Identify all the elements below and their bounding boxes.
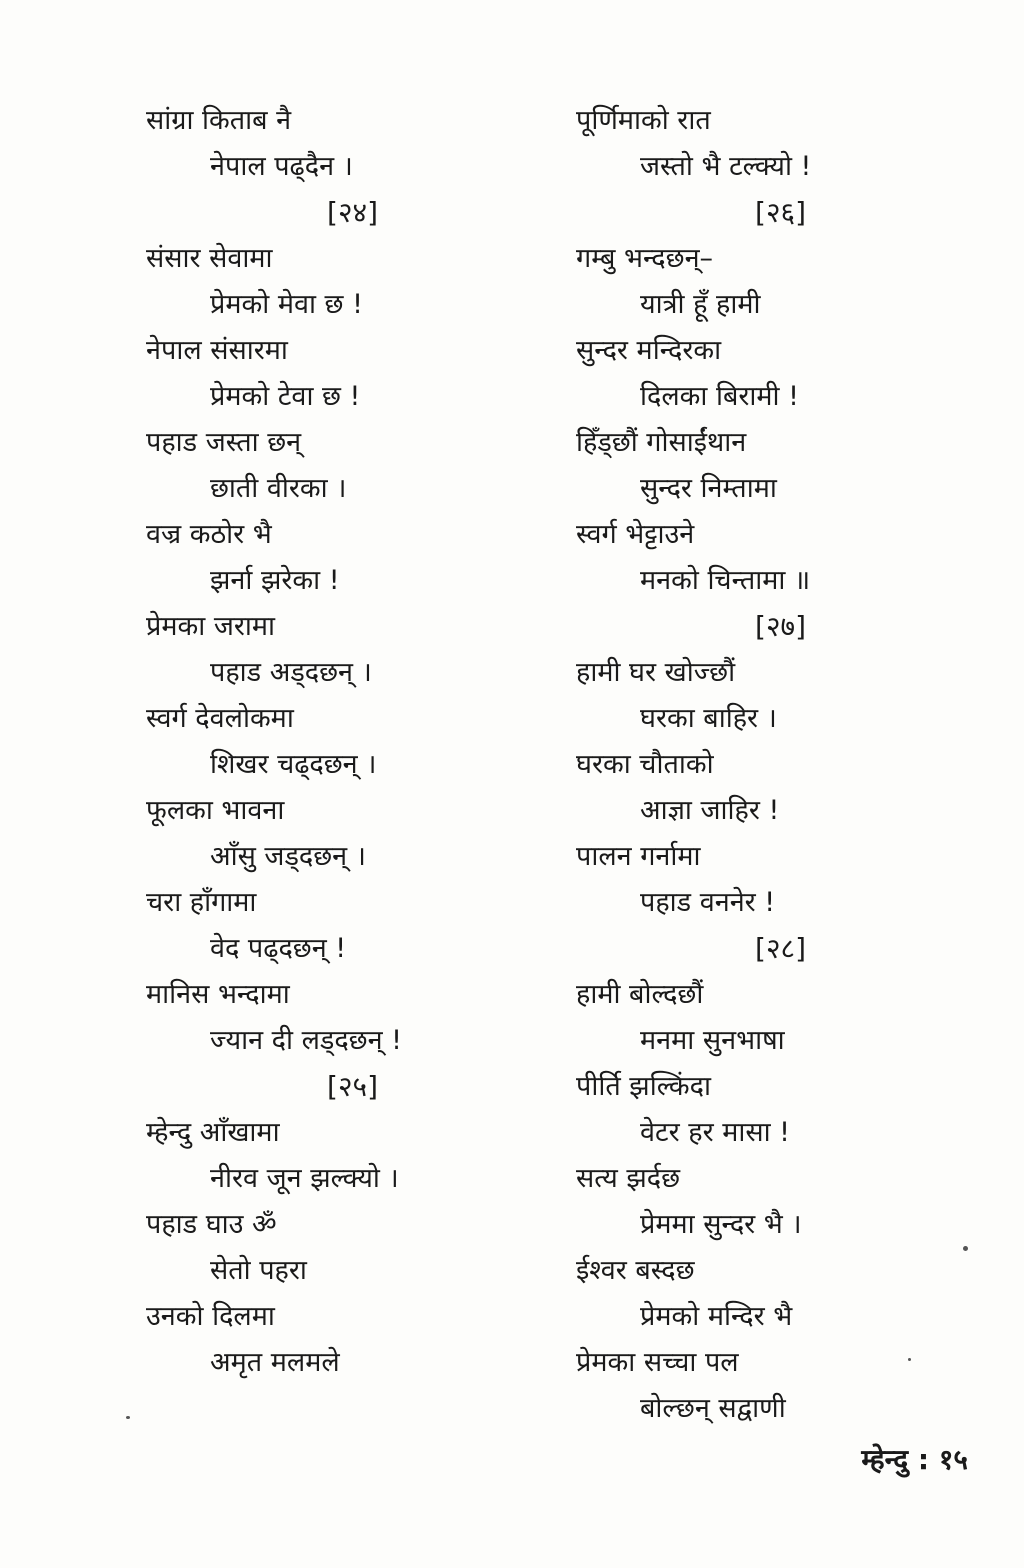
poem-line: फूलका भावना [146, 795, 285, 826]
poem-line: ईश्वर बस्दछ [576, 1255, 695, 1286]
poem-line: प्रेमको मेवा छ ! [210, 289, 363, 320]
poem-line: प्रेमका जरामा [146, 611, 276, 642]
poem-line: पूर्णिमाको रात [576, 105, 711, 136]
stanza-number: [२४] [327, 196, 378, 229]
poem-line: नेपाल संसारमा [146, 335, 288, 366]
poem-line: शिखर चढ्दछन् । [210, 749, 377, 780]
poem-line: मानिस भन्दामा [146, 979, 290, 1010]
poem-line: सुन्दर मन्दिरका [576, 335, 722, 366]
poem-line: यात्री हूँ हामी [640, 289, 761, 320]
poem-line: स्वर्ग देवलोकमा [146, 703, 294, 734]
poem-line: हामी बोल्दछौं [576, 979, 704, 1010]
right-poem-column [576, 98, 936, 1432]
poem-line: नीरव जून झल्क्यो । [210, 1163, 399, 1194]
poem-line: मनको चिन्तामा ॥ [640, 565, 811, 596]
print-speck [908, 1358, 911, 1361]
poem-line: झर्ना झरेका ! [210, 565, 340, 596]
poem-line: सांग्रा किताब नै [146, 105, 292, 136]
poem-line: सेतो पहरा [210, 1255, 307, 1286]
poem-line: हिँड्छौं गोसाईंथान [576, 427, 747, 458]
poem-line: आँसु जड्दछन् । [210, 841, 366, 872]
poem-line: पहाड वननेर ! [640, 887, 776, 918]
poem-line: नेपाल पढ्दैन । [210, 151, 353, 182]
poem-line: पालन गर्नामा [576, 841, 701, 872]
stanza-number: [२८] [755, 932, 806, 965]
poem-line: छाती वीरका । [210, 473, 347, 504]
poem-line: आज्ञा जाहिर ! [640, 795, 780, 826]
poem-line: पहाड अड्दछन् । [210, 657, 372, 688]
poem-line: वेद पढ्दछन् ! [210, 933, 347, 964]
stanza-number: [२७] [755, 610, 806, 643]
poem-line: मनमा सुनभाषा [640, 1025, 785, 1056]
poem-line: म्हेन्दु आँखामा [146, 1117, 280, 1148]
poem-line: प्रेमको टेवा छ ! [210, 381, 361, 412]
poem-line: अमृत मलमले [210, 1347, 340, 1378]
poem-line: सत्य झर्दछ [576, 1163, 681, 1194]
poem-line: वेटर हर मासा ! [640, 1117, 790, 1148]
poem-line: ज्यान दी लड्दछन् ! [210, 1025, 402, 1056]
print-speck [963, 1246, 968, 1251]
poem-line: प्रेममा सुन्दर भै । [640, 1209, 802, 1240]
poem-line: प्रेमको मन्दिर भै [640, 1301, 793, 1332]
poem-line: पहाड जस्ता छन् [146, 427, 302, 458]
poem-line: घरका चौताको [576, 749, 714, 780]
poem-line: जस्तो भै टल्क्यो ! [640, 151, 812, 182]
poem-line: पहाड घाउ ॐ [146, 1209, 277, 1240]
poem-line: संसार सेवामा [146, 243, 273, 274]
poem-line: हामी घर खोज्छौं [576, 657, 736, 688]
stanza-number: [२६] [755, 196, 806, 229]
left-poem-column [146, 98, 526, 1386]
poem-line: दिलका बिरामी ! [640, 381, 799, 412]
poem-line: प्रेमका सच्चा पल [576, 1347, 739, 1378]
stanza-number: [२५] [327, 1070, 378, 1103]
poem-line: सुन्दर निम्तामा [640, 473, 777, 504]
poem-line: बोल्छन् सद्वाणी [640, 1393, 786, 1424]
poem-line: घरका बाहिर । [640, 703, 777, 734]
poem-line: पीर्ति झल्किंदा [576, 1071, 711, 1102]
page-footer: म्हेन्दु : १५ [861, 1443, 968, 1476]
poem-line: चरा हाँगामा [146, 887, 257, 918]
print-speck [126, 1416, 130, 1419]
poem-line: गम्बु भन्दछन्– [576, 243, 714, 274]
poem-line: स्वर्ग भेट्टाउने [576, 519, 695, 550]
poem-line: उनको दिलमा [146, 1301, 275, 1332]
poem-line: वज्र कठोर भै [146, 519, 272, 550]
